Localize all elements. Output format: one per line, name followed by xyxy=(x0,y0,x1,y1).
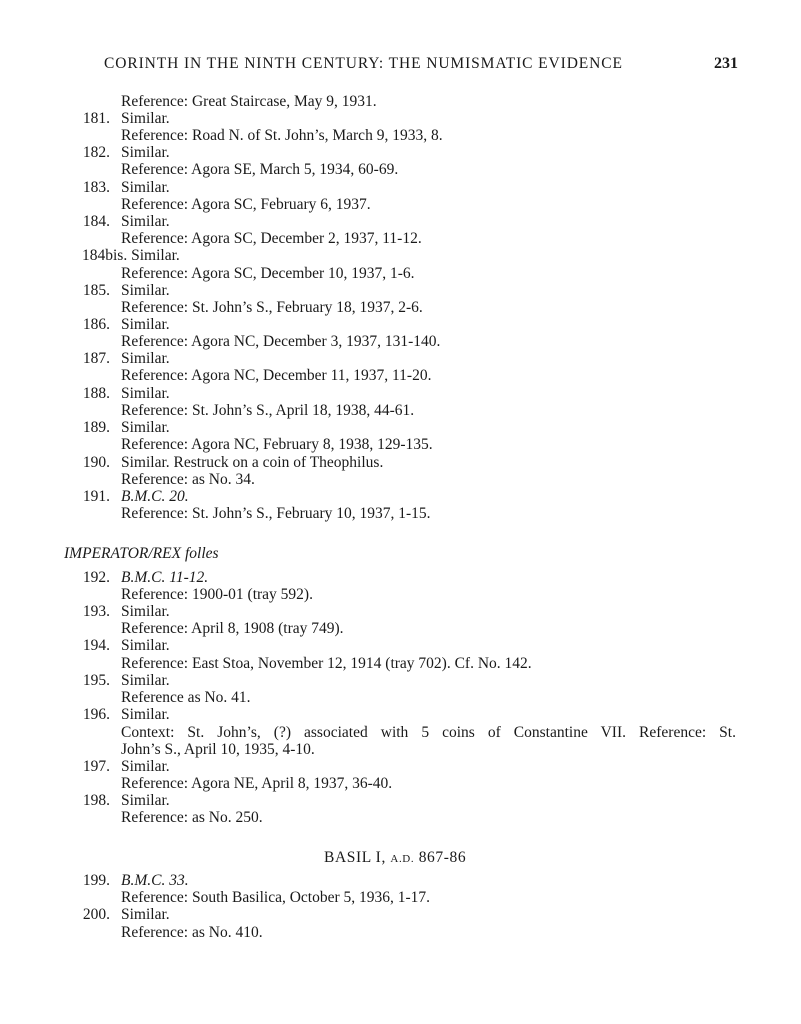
entry-number: 190. xyxy=(82,454,110,471)
entry-reference: Reference: Agora NC, December 11, 1937, 11-20. xyxy=(121,367,432,384)
section-heading-basil xyxy=(324,849,466,868)
entry-text: B.M.C. 20. xyxy=(121,488,189,505)
entry-number: 194. xyxy=(82,637,110,654)
entry-reference: Reference: South Basilica, October 5, 1936, 1-17. xyxy=(121,889,431,906)
entry-number: 182. xyxy=(82,144,110,161)
entry-text: Similar. xyxy=(121,603,170,620)
entry-number: 184bis. xyxy=(82,247,128,264)
entry-reference: Reference: Agora SE, March 5, 1934, 60-69. xyxy=(121,161,399,178)
entry-reference: Reference: April 8, 1908 (tray 749). xyxy=(121,620,344,637)
entry-text: B.M.C. 33. xyxy=(121,872,189,889)
lead-reference: Reference: Great Staircase, May 9, 1931. xyxy=(121,93,377,110)
entry-number: 186. xyxy=(82,316,110,333)
entry-text: Similar. xyxy=(121,672,170,689)
entry-text: Similar. xyxy=(121,179,170,196)
entry-number: 192. xyxy=(82,569,110,586)
entry-text: Similar. xyxy=(131,247,180,264)
entry-text: Similar. xyxy=(121,110,170,127)
entry-reference: Reference: Agora SC, December 10, 1937, 1-6. xyxy=(121,265,415,282)
entry-text: Similar. xyxy=(121,144,170,161)
entry-reference: Reference: Agora SC, December 2, 1937, 11-12. xyxy=(121,230,422,247)
section-heading-imperator-rex: IMPERATOR/REX folles xyxy=(64,545,219,562)
entry-reference: Reference: Agora NE, April 8, 1937, 36-40. xyxy=(121,775,393,792)
entry-number-bis xyxy=(82,247,180,265)
entry-number: 188. xyxy=(82,385,110,402)
entry-text: Similar. xyxy=(121,419,170,436)
entry-number: 189. xyxy=(82,419,110,436)
entry-text: Similar. Restruck on a coin of Theophilus. xyxy=(121,454,384,471)
entry-reference: Reference: as No. 410. xyxy=(121,924,263,941)
entry-reference: Reference: as No. 34. xyxy=(121,471,255,488)
page-number: 231 xyxy=(714,55,738,72)
entry-number: 199. xyxy=(82,872,110,889)
entry-reference: Reference: Road N. of St. John’s, March 9, 1933, 8. xyxy=(121,127,443,144)
entry-text: Similar. xyxy=(121,350,170,367)
entry-reference: Reference as No. 41. xyxy=(121,689,251,706)
entry-number: 193. xyxy=(82,603,110,620)
entry-context: Context: St. John’s, (?) associated with 5 coins of Constantine VII. Reference: St. xyxy=(121,724,736,741)
entry-reference: Reference: St. John’s S., February 18, 1937, 2-6. xyxy=(121,299,423,316)
entry-number: 198. xyxy=(82,792,110,809)
entry-reference: Reference: Agora SC, February 6, 1937. xyxy=(121,196,371,213)
running-header xyxy=(104,55,738,75)
era-abbrev: A.D. xyxy=(390,853,415,865)
ruler-name: BASIL I, xyxy=(324,849,386,866)
entry-text: Similar. xyxy=(121,906,170,923)
entry-number: 200. xyxy=(82,906,110,923)
entry-number: 187. xyxy=(82,350,110,367)
entry-number: 197. xyxy=(82,758,110,775)
entry-number: 181. xyxy=(82,110,110,127)
entry-number: 183. xyxy=(82,179,110,196)
entry-number: 195. xyxy=(82,672,110,689)
entry-text: Similar. xyxy=(121,792,170,809)
entry-text: Similar. xyxy=(121,316,170,333)
entry-text: Similar. xyxy=(121,706,170,723)
entry-number: 184. xyxy=(82,213,110,230)
entry-text: Similar. xyxy=(121,213,170,230)
entry-text: B.M.C. 11-12. xyxy=(121,569,209,586)
entry-text: Similar. xyxy=(121,385,170,402)
running-title: CORINTH IN THE NINTH CENTURY: THE NUMISMATIC EVIDENCE xyxy=(104,55,623,72)
entry-number: 196. xyxy=(82,706,110,723)
entry-number: 191. xyxy=(82,488,110,505)
entry-reference: Reference: as No. 250. xyxy=(121,809,263,826)
entry-reference: Reference: St. John’s S., February 10, 1937, 1-15. xyxy=(121,505,431,522)
entry-text: Similar. xyxy=(121,282,170,299)
entry-reference: Reference: 1900-01 (tray 592). xyxy=(121,586,313,603)
entry-number: 185. xyxy=(82,282,110,299)
entry-text: Similar. xyxy=(121,758,170,775)
entry-reference: Reference: Agora NC, December 3, 1937, 131-140. xyxy=(121,333,441,350)
entry-reference: Reference: St. John’s S., April 18, 1938, 44-61. xyxy=(121,402,415,419)
entry-reference: Reference: East Stoa, November 12, 1914 (tray 702). Cf. No. 142. xyxy=(121,655,532,672)
entry-reference: Reference: Agora NC, February 8, 1938, 129-135. xyxy=(121,436,433,453)
entry-reference-continued: John’s S., April 10, 1935, 4-10. xyxy=(121,741,315,758)
entry-text: Similar. xyxy=(121,637,170,654)
reign-years: 867-86 xyxy=(418,849,467,866)
